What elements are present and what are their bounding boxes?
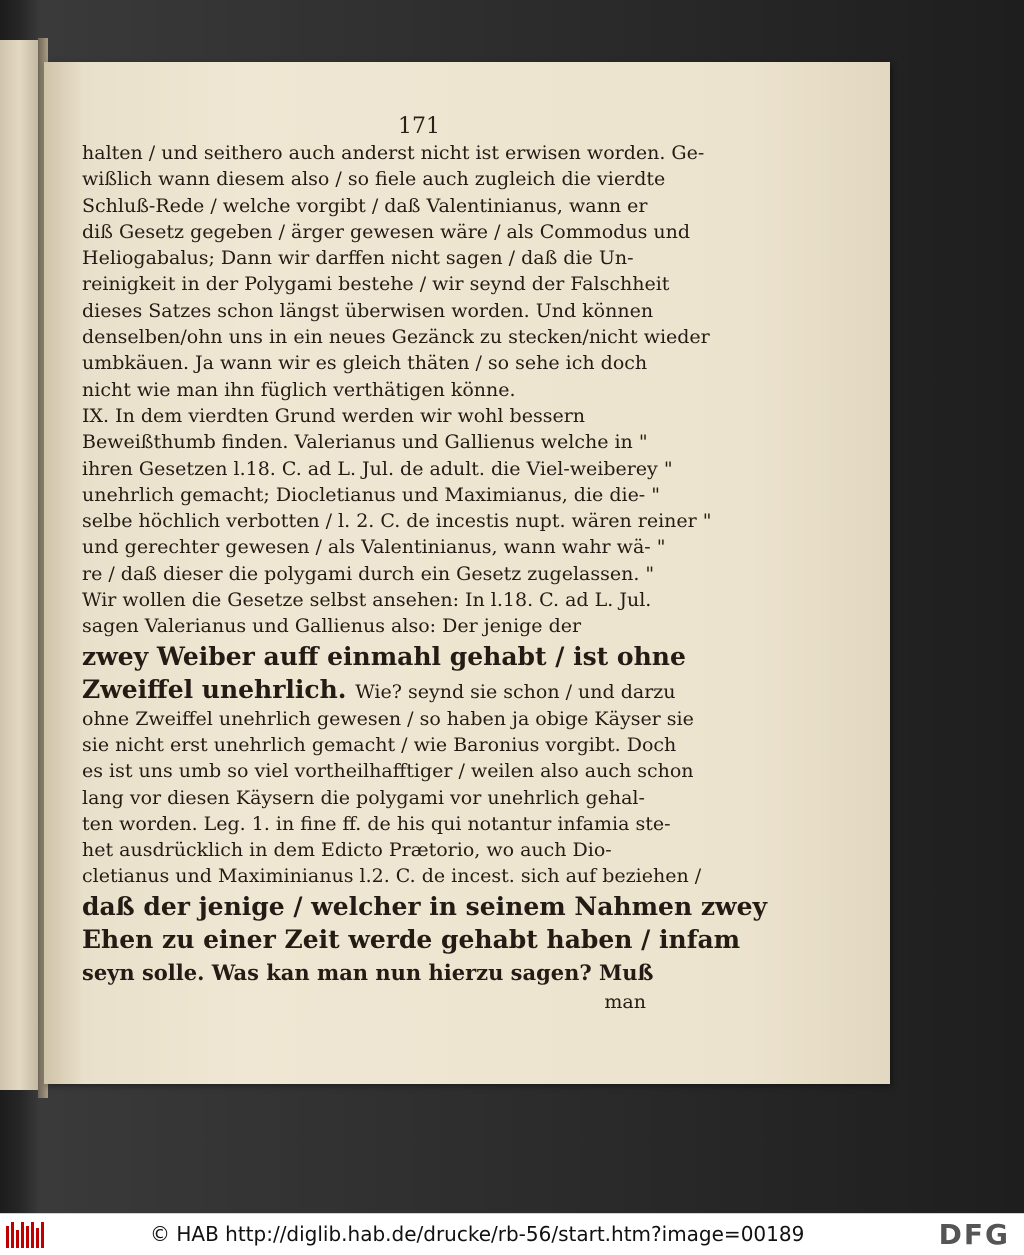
dfg-logo: DFG [938, 1218, 1010, 1251]
emphasis-line: seyn solle. Was kan man nun hierzu sagen? Muß [82, 959, 654, 985]
text-line: cletianus und Maximinianus l.2. C. de incest. sich auf beziehen / [82, 865, 702, 888]
emphasis-line [82, 673, 676, 706]
text-line: lang vor diesen Käysern die polygami vor unehrlich gehal- [82, 786, 645, 809]
book-page [44, 62, 890, 1084]
copyright-link[interactable]: © HAB http://diglib.hab.de/drucke/rb-56/start.htm?image=00189 [150, 1222, 805, 1246]
text-line: ten worden. Leg. 1. in fine ff. de his qui notantur infamia ste- [82, 812, 671, 835]
text-line: halten / und seithero auch anderst nicht ist erwisen worden. Ge- [82, 142, 705, 164]
text-line: es ist uns umb so viel vortheilhafftiger / weilen also auch schon [82, 760, 694, 783]
catchword: man [604, 990, 646, 1013]
emphasis-line: Ehen zu einer Zeit werde gehabt haben / infam [82, 924, 741, 954]
page-text [82, 140, 767, 1015]
text-line: reinigkeit in der Polygami bestehe / wir seynd der Falschheit [82, 273, 670, 296]
text-line: ihren Gesetzen l.18. C. ad L. Jul. de adult. die Viel-weiberey " [82, 457, 673, 480]
text-line: Schluß-Rede / welche vorgibt / daß Valentinianus, wann er [82, 194, 648, 217]
text-line-tail: Wie? seynd sie schon / und darzu [355, 680, 676, 703]
text-line: nicht wie man ihn füglich verthätigen könne. [82, 378, 516, 401]
text-line: ohne Zweiffel unehrlich gewesen / so haben ja obige Käyser sie [82, 707, 694, 730]
emphasis-line: zwey Weiber auff einmahl gehabt / ist ohne [82, 641, 686, 671]
text-line: Beweißthumb finden. Valerianus und Gallienus welche in " [82, 431, 648, 454]
text-line: und gerechter gewesen / als Valentinianus, wann wahr wä- " [82, 536, 666, 559]
text-line: het ausdrücklich in dem Edicto Prætorio, wo auch Dio- [82, 839, 612, 862]
text-line: denselben/ohn uns in ein neues Gezänck zu stecken/nicht wieder [82, 326, 710, 349]
text-line: wißlich wann diesem also / so fiele auch zugleich die vierdte [82, 168, 666, 191]
text-line: Wir wollen die Gesetze selbst ansehen: In l.18. C. ad L. Jul. [82, 589, 652, 612]
text-line: diß Gesetz gegeben / ärger gewesen wäre / als Commodus und [82, 220, 690, 243]
text-line: unehrlich gemacht; Diocletianus und Maximianus, die die- " [82, 483, 661, 506]
text-line: umbkäuen. Ja wann wir es gleich thäten / so sehe ich doch [82, 352, 648, 375]
text-line: re / daß dieser die polygami durch ein Gesetz zugelassen. " [82, 562, 655, 585]
text-line: sie nicht erst unehrlich gemacht / wie Baronius vorgibt. Doch [82, 733, 677, 756]
text-line: IX. In dem vierdten Grund werden wir wohl bessern [82, 404, 586, 427]
text-line: sagen Valerianus und Gallienus also: Der jenige der [82, 615, 582, 638]
page-number: 171 [398, 114, 440, 139]
emphasis-line: daß der jenige / welcher in seinem Nahmen zwey [82, 891, 767, 921]
emphasis-text: Zweiffel unehrlich. [82, 674, 347, 704]
text-line: Heliogabalus; Dann wir darffen nicht sagen / daß die Un- [82, 247, 634, 270]
text-line: selbe höchlich verbotten / l. 2. C. de incestis nupt. wären reiner " [82, 510, 712, 533]
text-line: dieses Satzes schon längst überwisen worden. Und können [82, 299, 654, 322]
hab-logo-icon [6, 1220, 44, 1248]
footer-bar [0, 1213, 1024, 1255]
